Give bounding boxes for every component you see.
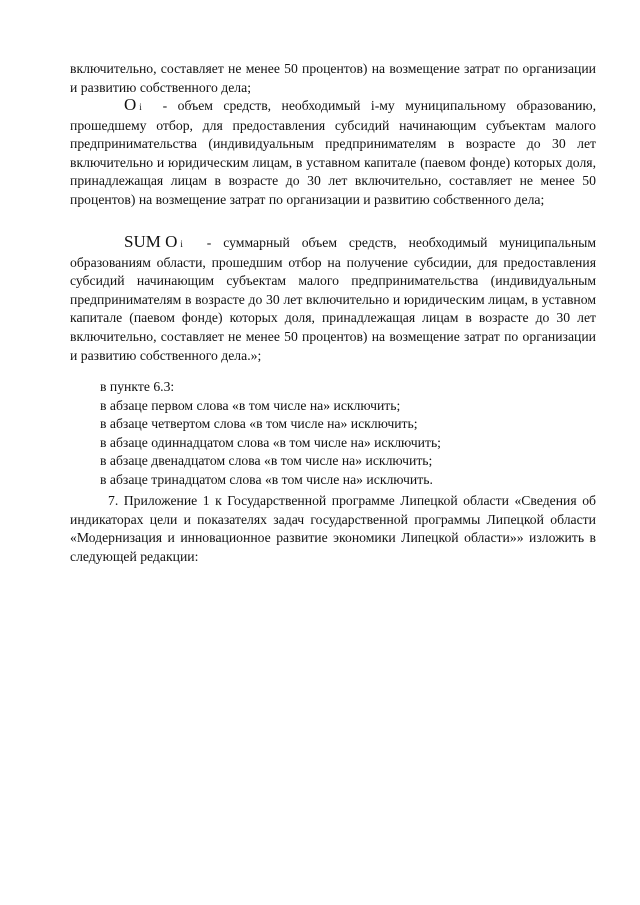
paragraph-1: включительно, составляет не менее 50 процентов) на возмещение затрат по организации и развитию собственного дела; [70, 61, 596, 95]
paragraph-7: 7. Приложение 1 к Государственной программе Липецкой области «Сведения об индикаторах цели и показателях задач государственной программы Липецкой области «Модернизация и инновационное развитие экономики Липецкой области»» изложить в следующей редакции: [70, 493, 596, 564]
amendment-list [70, 378, 596, 490]
paragraph-3-text: - суммарный объем средств, необходимый муниципальным образованиям области, прошедшим отбор на получение субсидии, для предоставления субсидий начинающим субъектам малого предпринимательства (индивидуальным предпринимателям в возрасте до 30 лет включительно и юридическим лицам, в уставном капитале (паевом фонде) которых доля, принадлежащая лицам в возрасте до 30 лет включительно, составляет не менее 50 процентов) на возмещение затрат по организации и развитию собственного дела.»; [70, 235, 597, 363]
list-item: в абзаце двенадцатом слова «в том числе на» исключить; [100, 453, 433, 469]
list-item: в абзаце четвертом слова «в том числе на» исключить; [100, 416, 418, 432]
formula-oi [97, 96, 142, 117]
oi-symbol: O [124, 95, 137, 114]
sum-oi-symbol: SUM O [124, 232, 178, 251]
list-item: в пункте 6.3: [100, 379, 175, 394]
formula-sum-oi [97, 233, 183, 254]
paragraph-continuation [70, 60, 596, 97]
list-item: в абзаце первом слова «в том числе на» исключить; [100, 397, 401, 413]
item-7 [70, 492, 596, 566]
sum-oi-subscript: i [180, 239, 183, 249]
oi-subscript: i [139, 102, 142, 112]
definition-oi [70, 96, 596, 210]
list-item: в абзаце одиннадцатом слова «в том числе на» исключить; [100, 434, 441, 450]
paragraph-2 [70, 96, 596, 210]
list-item: в абзаце тринадцатом слова «в том числе на» исключить. [100, 471, 433, 487]
paragraph-2-text: - объем средств, необходимый i-му муниципальному образованию, прошедшему отбор, для предоставления субсидий начинающим субъектам малого предпринимательства (индивидуальным предпринимателям в возрасте до 30 лет включительно и юридическим лицам, в уставном капитале (паевом фонде) которых доля, принадлежащая лицам в возрасте до 30 лет включительно, составляет не менее 50 процентов) на возмещение затрат по организации и развитию собственного дела; [70, 98, 597, 207]
paragraph-3 [70, 233, 596, 365]
definition-sum-oi [70, 233, 596, 365]
